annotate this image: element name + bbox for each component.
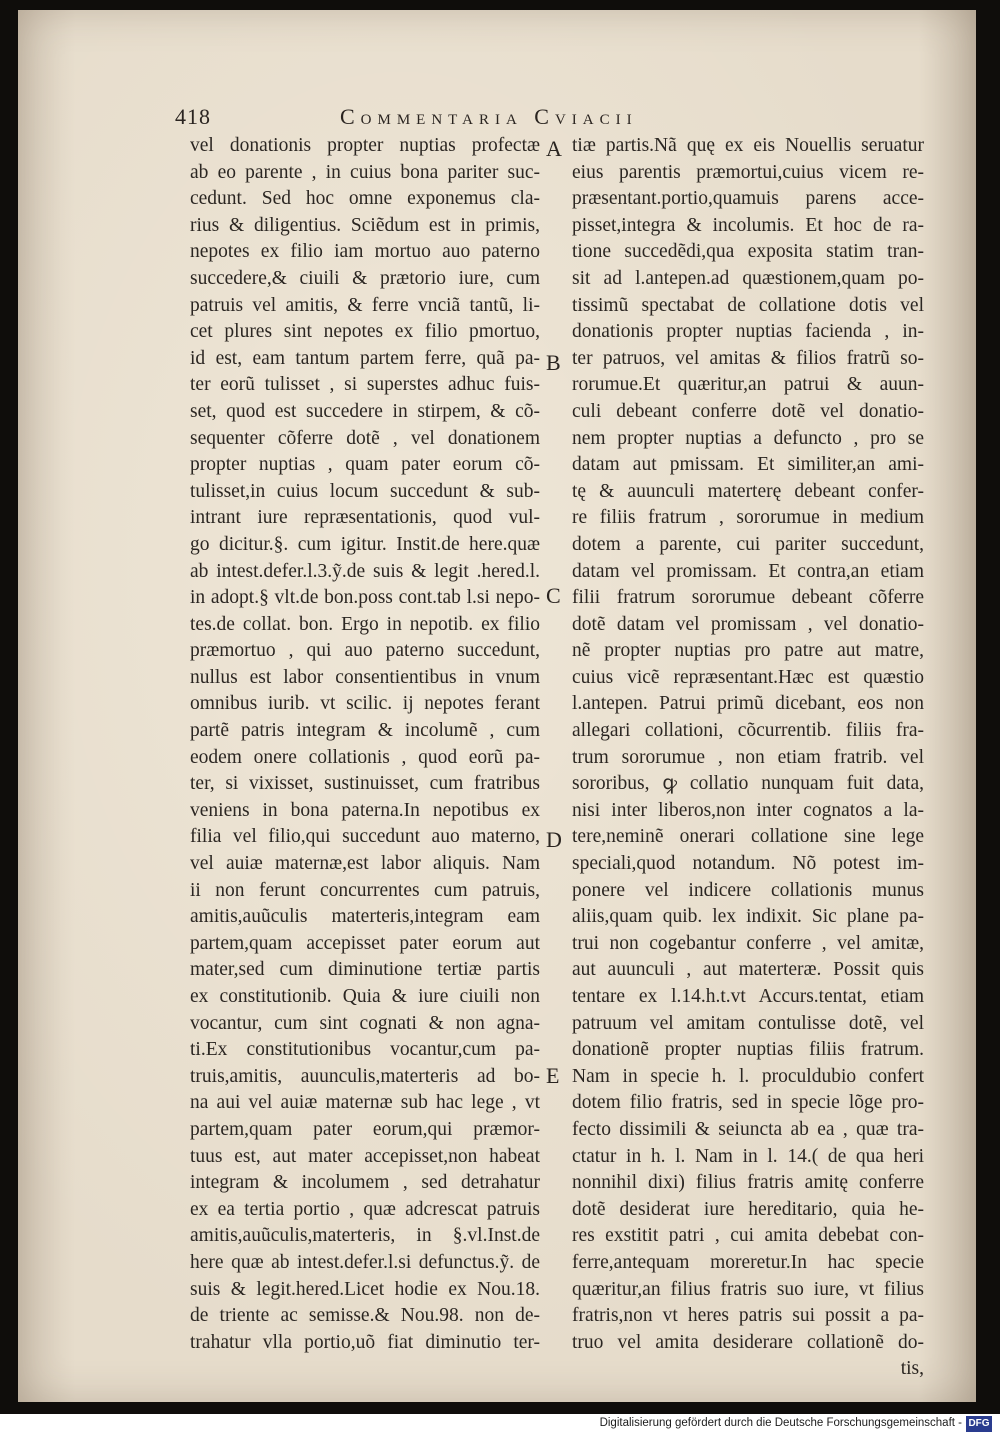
text-line: set, quod est succedere in stirpem, & cõ- xyxy=(190,400,540,422)
text-line: ex constitutionib. Quia & iure ciuili non xyxy=(190,986,540,1007)
text-line: filia vel filio,qui succedunt auo materno, xyxy=(190,826,540,848)
text-line: donationẽ propter nuptias filiis fratrum. xyxy=(572,1039,924,1061)
text-line: ex ea tertia portio , quæ adcrescat patruis xyxy=(190,1198,540,1220)
text-line: partem,quam pater eorum,qui præmor- xyxy=(190,1118,540,1140)
text-line: speciali,quod notandum. Nõ potest im- xyxy=(572,853,924,875)
text-line: dotem filio fratris, sed in specie lõge pro- xyxy=(572,1092,924,1114)
text-line: ti.Ex constitutionibus vocantur,cum pa- xyxy=(190,1039,540,1061)
text-line: Nam in specie h. l. proculdubio confert xyxy=(572,1065,924,1087)
text-line: omnibus iurib. vt scilic. ij nepotes ferant xyxy=(190,693,540,715)
text-line: vel donationis propter nuptias profectæ xyxy=(190,135,540,156)
text-line: cuius vicẽ repræsentant.Hæc est quæstio xyxy=(572,666,924,688)
text-line: nem propter nuptias a defuncto , pro se xyxy=(572,427,924,449)
dfg-logo: DFG xyxy=(966,1416,992,1432)
text-line: in adopt.§ vlt.de bon.poss cont.tab l.si nepo- xyxy=(190,587,540,609)
text-line: ponere vel indicere collationis munus xyxy=(572,879,924,901)
page-number: 418 xyxy=(175,104,211,129)
text-line: sit ad l.antepen.ad quæstionem,quam po- xyxy=(572,267,924,289)
text-line: veniens in bona paterna.In nepotibus ex xyxy=(190,799,540,821)
text-line: tere,neminẽ onerari collatione sine lege xyxy=(572,826,924,848)
text-line: patruis vel amitis, & ferre vnciã tantũ, li- xyxy=(190,294,540,316)
text-line: culi debeant conferre dotẽ vel donatio- xyxy=(572,400,924,422)
text-line: præsentant.portio,quamuis parens acce- xyxy=(572,188,924,210)
text-line: fratris,non vt heres patris sui possit a pa- xyxy=(572,1305,924,1327)
text-line: ctatur in h. l. Nam in l. 14.( de qua heri xyxy=(572,1145,924,1167)
text-line: filii fratrum sororumue debeant cõferre xyxy=(572,587,924,609)
margin-marker-b: B xyxy=(546,350,561,375)
margin-marker-a: A xyxy=(546,136,562,161)
text-line: quæritur,an filius fratris suo iure, vt filius xyxy=(572,1278,924,1300)
text-line: ii non ferunt concurrentes cum patruis, xyxy=(190,879,540,901)
text-line: dotem a parente, cui pariter succedunt, xyxy=(572,533,924,555)
text-line: truis,amitis, auunculis,materteris ad bo- xyxy=(190,1065,540,1087)
left-text-column xyxy=(190,133,540,1356)
text-line: trui non cogebantur conferre , vel amitæ, xyxy=(572,932,924,954)
text-line: patruum vel amitam contulisse dotẽ, vel xyxy=(572,1012,924,1034)
text-line: nepotes ex filio iam mortuo auo paterno xyxy=(190,241,540,263)
text-line: go dicitur.§. cum igitur. Instit.de here.quæ xyxy=(190,533,540,555)
text-line: dotẽ desiderat iure hereditario, quia he- xyxy=(572,1198,924,1220)
text-line: eodem onere collationis , quod eorũ pa- xyxy=(190,746,540,768)
text-line: amitis,auũculis,materteris, in §.vl.Inst.de xyxy=(190,1225,540,1247)
text-line: amitis,auũculis materteris,integram eam xyxy=(190,906,540,928)
text-line: dotẽ datam vel promissam , vel donatio- xyxy=(572,613,924,635)
text-line: nẽ propter nuptias pro patre aut matre, xyxy=(572,640,924,662)
text-line: cet plures sint nepotes ex filio pmortuo, xyxy=(190,321,540,343)
text-line: l.antepen. Patrui primũ dicebant, eos non xyxy=(572,693,924,715)
text-line: propter nuptias , quam pater eorum cõ- xyxy=(190,454,540,476)
text-line: præmortuo , qui auo paterno succedunt, xyxy=(190,640,540,662)
text-line: fecto dissimili & seiuncta ab ea , quæ tra- xyxy=(572,1118,924,1140)
text-line: suis & legit.hered.Licet hodie ex Nou.18. xyxy=(190,1278,540,1300)
text-line: succedere,& ciuili & prætorio iure, cum xyxy=(190,267,540,289)
text-line: trum sororumue , non etiam fratrib. vel xyxy=(572,746,924,768)
text-line: ter eorũ tulisset , si superstes adhuc fuis- xyxy=(190,374,540,396)
text-line: tis, xyxy=(900,1358,924,1380)
margin-marker-c: C xyxy=(546,583,561,608)
text-line: aut auunculi , aut materteræ. Possit quis xyxy=(572,959,924,981)
running-head: Commentaria Cviacii xyxy=(340,104,638,129)
text-line: partem,quam accepisset pater eorum aut xyxy=(190,932,540,954)
text-line: ter, si vixisset, sustinuisset, cum fratribus xyxy=(190,773,540,795)
text-line: tissimũ spectabat de collatione dotis vel xyxy=(572,294,924,316)
text-line: tentare ex l.14.h.t.vt Accurs.tentat, etiam xyxy=(572,986,924,1007)
text-line: tione succedẽdi,qua exposita statim tran- xyxy=(572,241,924,263)
text-line: vel auiæ maternæ,est labor aliquis. Nam xyxy=(190,853,540,875)
text-line: mater,sed cum diminutione tertiæ partis xyxy=(190,959,540,981)
text-line: eius parentis præmortui,cuius vicem re- xyxy=(572,161,924,183)
right-text-column xyxy=(572,133,924,1383)
text-line: integram & incolumem , sed detrahatur xyxy=(190,1172,540,1194)
text-line: here quæ ab intest.defer.l.si defunctus.ỹ. de xyxy=(190,1251,540,1273)
text-line: tuus est, aut mater accepisset,non habeat xyxy=(190,1145,540,1167)
text-line: cedunt. Sed hoc omne exponemus cla- xyxy=(190,188,540,210)
footer-credit: Digitalisierung gefördert durch die Deutsche Forschungsgemeinschaft - xyxy=(599,1417,962,1429)
text-line: ab eo parente , in cuius bona pariter suc- xyxy=(190,161,540,183)
text-line: tes.de collat. bon. Ergo in nepotib. ex filio xyxy=(190,613,540,635)
text-line: sororibus, ꝙ collatio nunquam fuit data, xyxy=(572,773,924,795)
text-line: na aui vel auiæ maternæ sub hac lege , vt xyxy=(190,1092,540,1114)
text-line: tiæ partis.Nã quę ex eis Nouellis seruatur xyxy=(572,135,924,156)
text-line: partẽ patris integram & incolumẽ , cum xyxy=(190,720,540,742)
text-line: de triente ac semisse.& Nou.98. non de- xyxy=(190,1305,540,1327)
text-line: ab intest.defer.l.3.ỹ.de suis & legit .hered.l. xyxy=(190,560,540,582)
text-line: tę & auunculi materterę debeant confer- xyxy=(572,480,924,502)
text-line: ter patruos, vel amitas & filios fratrũ so- xyxy=(572,347,924,369)
text-line: id est, eam tantum partem ferre, quã pa- xyxy=(190,347,540,369)
text-line: rius & diligentius. Sciẽdum est in primis, xyxy=(190,214,540,236)
text-line: allegari collationi, cõcurrentib. filiis fra- xyxy=(572,720,924,742)
text-line: res exstitit patri , cui amita debebat con- xyxy=(572,1225,924,1247)
text-line: datam aut pmissam. Et similiter,an ami- xyxy=(572,454,924,476)
text-line: aliis,quam quib. lex indixit. Sic plane pa- xyxy=(572,906,924,928)
text-line: nullus est labor consentientibus in vnum xyxy=(190,666,540,688)
text-line: vocantur, cum sint cognati & non agna- xyxy=(190,1012,540,1034)
text-line: intrant iure repræsentationis, quod vul- xyxy=(190,507,540,529)
text-line: donationis propter nuptias facienda , in- xyxy=(572,321,924,343)
text-line: ferre,antequam moreretur.In hac specie xyxy=(572,1251,924,1273)
margin-marker-e: E xyxy=(546,1063,560,1088)
text-line: truo vel amita desiderare collationẽ do- xyxy=(572,1331,924,1353)
text-line: re filiis fratrum , sororumue in medium xyxy=(572,507,924,529)
text-line: rorumue.Et quæritur,an patrui & auun- xyxy=(572,374,924,396)
text-line: trahatur vlla portio,uõ fiat diminutio ter- xyxy=(190,1331,540,1353)
text-line: nonnihil dixi) filius fratris amitę conferre xyxy=(572,1172,924,1194)
text-line: nisi inter liberos,non inter cognatos a la- xyxy=(572,799,924,821)
text-line: datam vel promissam. Et contra,an etiam xyxy=(572,560,924,582)
text-line: pisset,integra & incolumis. Et hoc de ra- xyxy=(572,214,924,236)
margin-marker-d: D xyxy=(546,827,562,852)
text-line: sequenter cõferre dotẽ , vel donationem xyxy=(190,427,540,449)
text-line: tulisset,in cuius locum succedunt & sub- xyxy=(190,480,540,502)
